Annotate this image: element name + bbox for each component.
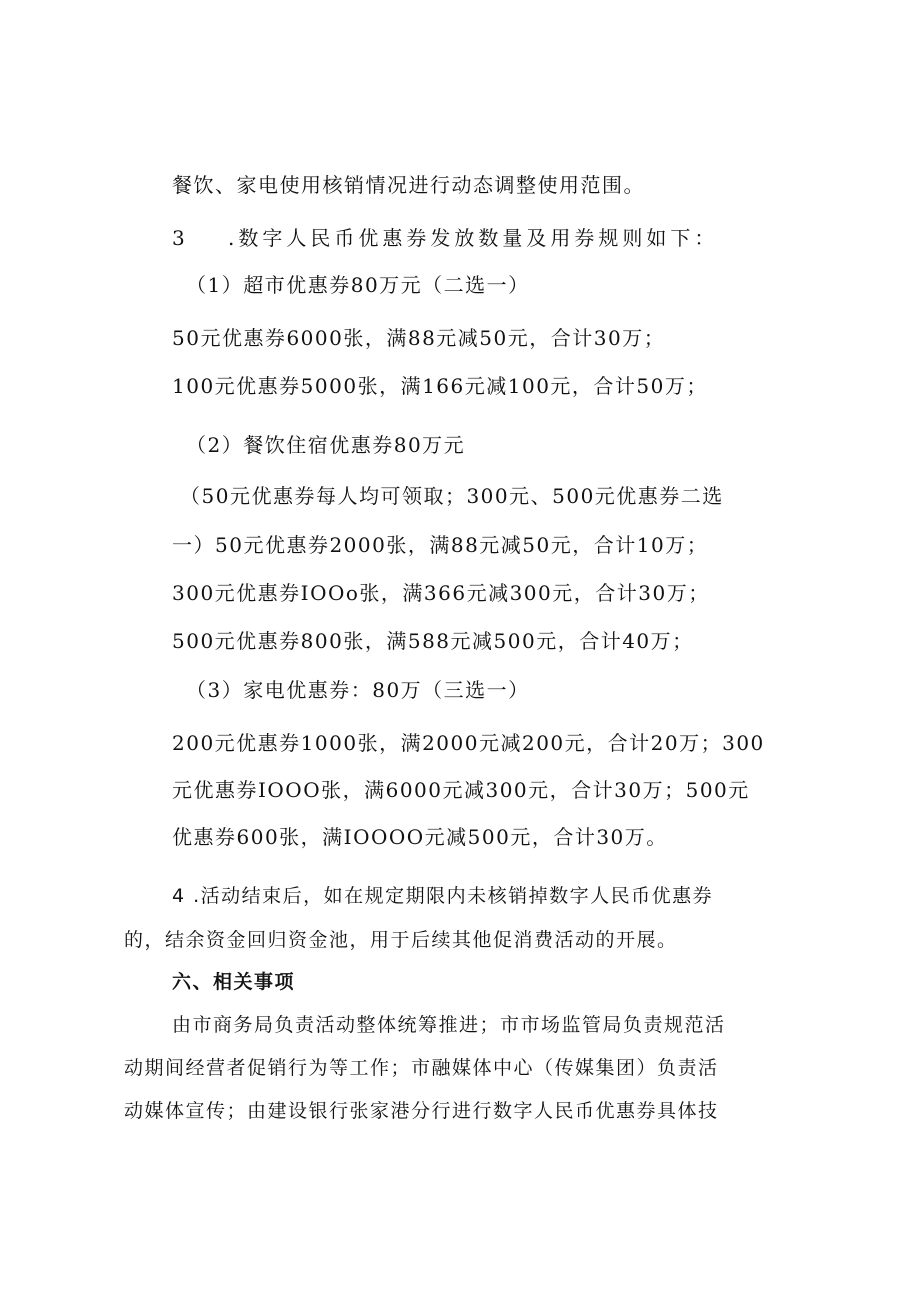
text-line: 动期间经营者促销行为等工作；市融媒体中心（传媒集团）负责活 (124, 1057, 719, 1079)
section-item-3 (172, 226, 718, 250)
text-line: （50元优惠券每人均可领取；300元、500元优惠券二选 (180, 484, 724, 508)
text-line: 200元优惠券1000张，满2000元减200元，合计20万；300 (172, 731, 765, 755)
item-number: 3 (172, 226, 189, 250)
text-line: 100元优惠券5000张，满166元减100元，合计50万； (172, 374, 708, 398)
text-line: 的，结余资金回归资金池，用于后续其他促消费活动的开展。 (124, 929, 678, 951)
text-line: 优惠券600张，满IOOOO元减500元，合计30万。 (172, 825, 668, 849)
subsection-heading-appliance: （3）家电优惠券：80万（三选一） (186, 678, 530, 702)
subsection-heading-supermarket: （1）超市优惠券80万元（二选一） (186, 273, 530, 297)
subsection-heading-dining: （2）餐饮住宿优惠券80万元 (186, 433, 466, 457)
text-line: 50元优惠券6000张，满88元减50元，合计30万； (172, 326, 666, 350)
section-heading: 六、相关事项 (172, 971, 296, 993)
text-line: 500元优惠券800张，满588元减500元，合计40万； (172, 629, 694, 653)
text-line: 动媒体宣传；由建设银行张家港分行进行数字人民币优惠券具体技 (124, 1100, 719, 1122)
text-line: 由市商务局负责活动整体统筹推进；市市场监管局负责规范活 (172, 1014, 726, 1036)
section-item-4: 4 .活动结束后，如在规定期限内未核销掉数字人民币优惠券 (172, 885, 714, 907)
item-text: .数字人民币优惠券发放数量及用券规则如下： (228, 226, 719, 250)
text-line: 300元优惠券IOOo张，满366元减300元，合计30万； (172, 581, 710, 605)
text-line: 餐饮、家电使用核销情况进行动态调整使用范围。 (172, 173, 645, 197)
text-line: 元优惠券IOOO张，满6000元减300元，合计30万；500元 (172, 778, 750, 802)
text-line: 一）50元优惠券2000张，满88元减50元，合计10万； (172, 533, 709, 557)
